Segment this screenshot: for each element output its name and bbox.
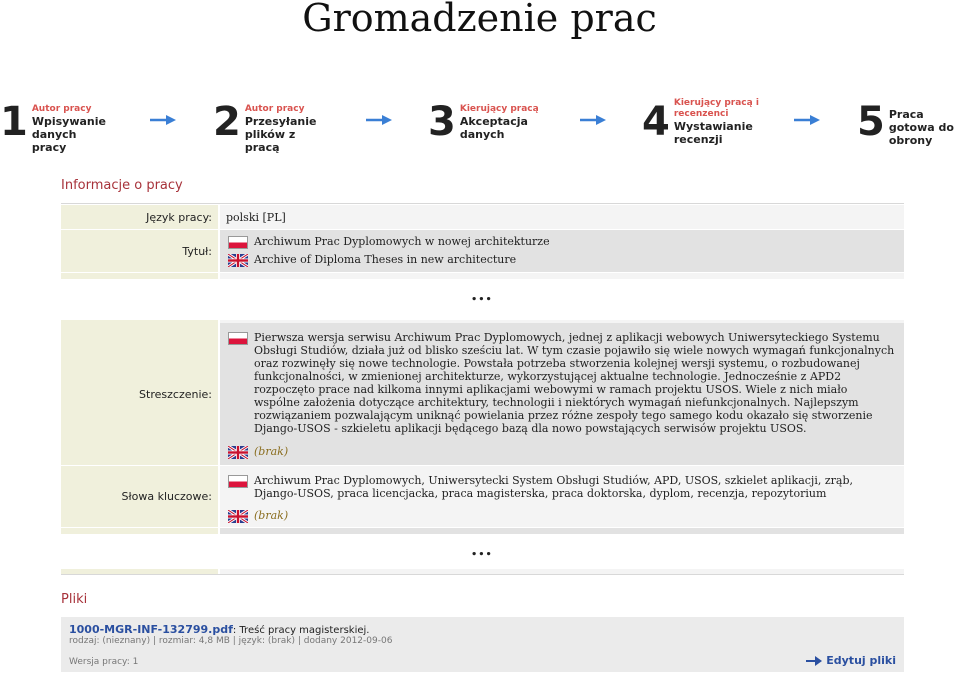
abstract-en: (brak) xyxy=(254,445,289,458)
arrow-right-icon xyxy=(580,113,606,127)
arrow-right-icon xyxy=(794,113,820,127)
abstract-label: Streszczenie: xyxy=(61,323,218,465)
file-link[interactable]: 1000-MGR-INF-132799.pdf xyxy=(69,623,233,636)
step-role: Kierujący pracą xyxy=(459,104,539,114)
title-row xyxy=(61,230,904,272)
file-version: Wersja pracy: 1 xyxy=(69,657,139,667)
abstract-pl: Pierwsza wersja serwisu Archiwum Prac Dyplomowych, jednej z aplikacji webowych Uniwersyteckiego Systemu Obsługi Studiów, działa już od blisko sześciu lat. W tym czasie pojawiło się wiele nowych wymagań funkcjonalnych oraz rozwinęły się nowe technologie. Powstała potrzeba stworzenia kolejnej wersji systemu, o rozbudowanej funkcjonalności, w zmienionej architekturze, wykorzystującej aktualne technologie. Jednocześnie z APD2 rozpoczęto prace nad kilkoma innymi aplikacjami webowymi w ramach projektu USOS. Wiele z nich miało wspólne założenia dotyczące architektury, technologii i niektórych wymagań niefunkcjonalnych. Najlepszym rozwiązaniem pozwalającym uniknąć powielania przez różne zespoły tego samego kodu okazało się stworzenie Django-USOS - szkieletu aplikacji będącego bazą dla nowo powstających serwisów projektu USOS. xyxy=(254,331,895,435)
file-metadata: rodzaj: (nieznany) | rozmiar: 4,8 MB | język: (brak) | dodany 2012-09-06 xyxy=(69,636,393,646)
arrow-right-icon xyxy=(150,113,176,127)
file-entry xyxy=(61,617,904,672)
uk-flag-icon xyxy=(228,254,248,267)
keywords-en: (brak) xyxy=(254,509,289,522)
workflow-step-2 xyxy=(213,98,333,154)
files-section-title: Pliki xyxy=(61,592,88,607)
file-description: : Treść pracy magisterskiej. xyxy=(232,625,370,636)
step-number: 1 xyxy=(0,99,28,145)
language-row xyxy=(61,205,904,229)
edit-files-button[interactable] xyxy=(806,654,896,667)
step-role: Kierujący pracą i recenzenci xyxy=(673,98,759,119)
poland-flag-icon xyxy=(228,332,248,345)
arrow-right-icon xyxy=(806,656,822,666)
step-number: 4 xyxy=(642,99,670,145)
info-table xyxy=(61,203,904,575)
step-label: Wystawianie recenzji xyxy=(673,120,753,146)
poland-flag-icon xyxy=(228,475,248,488)
step-label: Wpisywanie danych pracy xyxy=(31,115,106,154)
uk-flag-icon xyxy=(228,510,248,523)
title-en: Archive of Diploma Theses in new architecture xyxy=(254,253,517,266)
title-label: Tytuł: xyxy=(61,230,218,272)
step-number: 3 xyxy=(428,99,456,145)
step-role: Autor pracy xyxy=(244,104,305,114)
language-value: polski [PL] xyxy=(226,211,286,224)
omitted-rows-ellipsis: ... xyxy=(471,539,493,560)
keywords-label: Słowa kluczowe: xyxy=(61,466,218,527)
step-role: Autor pracy xyxy=(31,104,92,114)
keywords-row xyxy=(61,466,904,527)
step-number: 5 xyxy=(857,99,885,145)
arrow-right-icon xyxy=(366,113,392,127)
title-pl: Archiwum Prac Dyplomowych w nowej architekturze xyxy=(254,235,550,248)
language-label: Język pracy: xyxy=(61,205,218,229)
poland-flag-icon xyxy=(228,236,248,249)
page-title: Gromadzenie prac xyxy=(302,0,657,40)
edit-files-label: Edytuj pliki xyxy=(826,654,896,667)
step-label: Akceptacja danych xyxy=(459,115,528,141)
keywords-pl: Archiwum Prac Dyplomowych, Uniwersytecki System Obsługi Studiów, APD, USOS, szkielet aplikacji, zrąb, Django-USOS, praca licencjacka, praca magisterska, praca doktorska, dyplom, recenzja, repozytorium xyxy=(254,474,853,500)
step-number: 2 xyxy=(213,99,241,145)
workflow-step-1 xyxy=(0,98,112,154)
omitted-rows-ellipsis: ... xyxy=(471,284,493,305)
info-section-title: Informacje o pracy xyxy=(61,178,183,193)
step-label: Przesyłanie plików z pracą xyxy=(244,115,317,154)
abstract-row xyxy=(61,323,904,465)
workflow-step-5 xyxy=(857,98,959,147)
step-label: Praca gotowa do obrony xyxy=(888,108,954,147)
workflow-step-4 xyxy=(642,98,760,146)
uk-flag-icon xyxy=(228,446,248,459)
workflow-step-3 xyxy=(428,98,539,144)
